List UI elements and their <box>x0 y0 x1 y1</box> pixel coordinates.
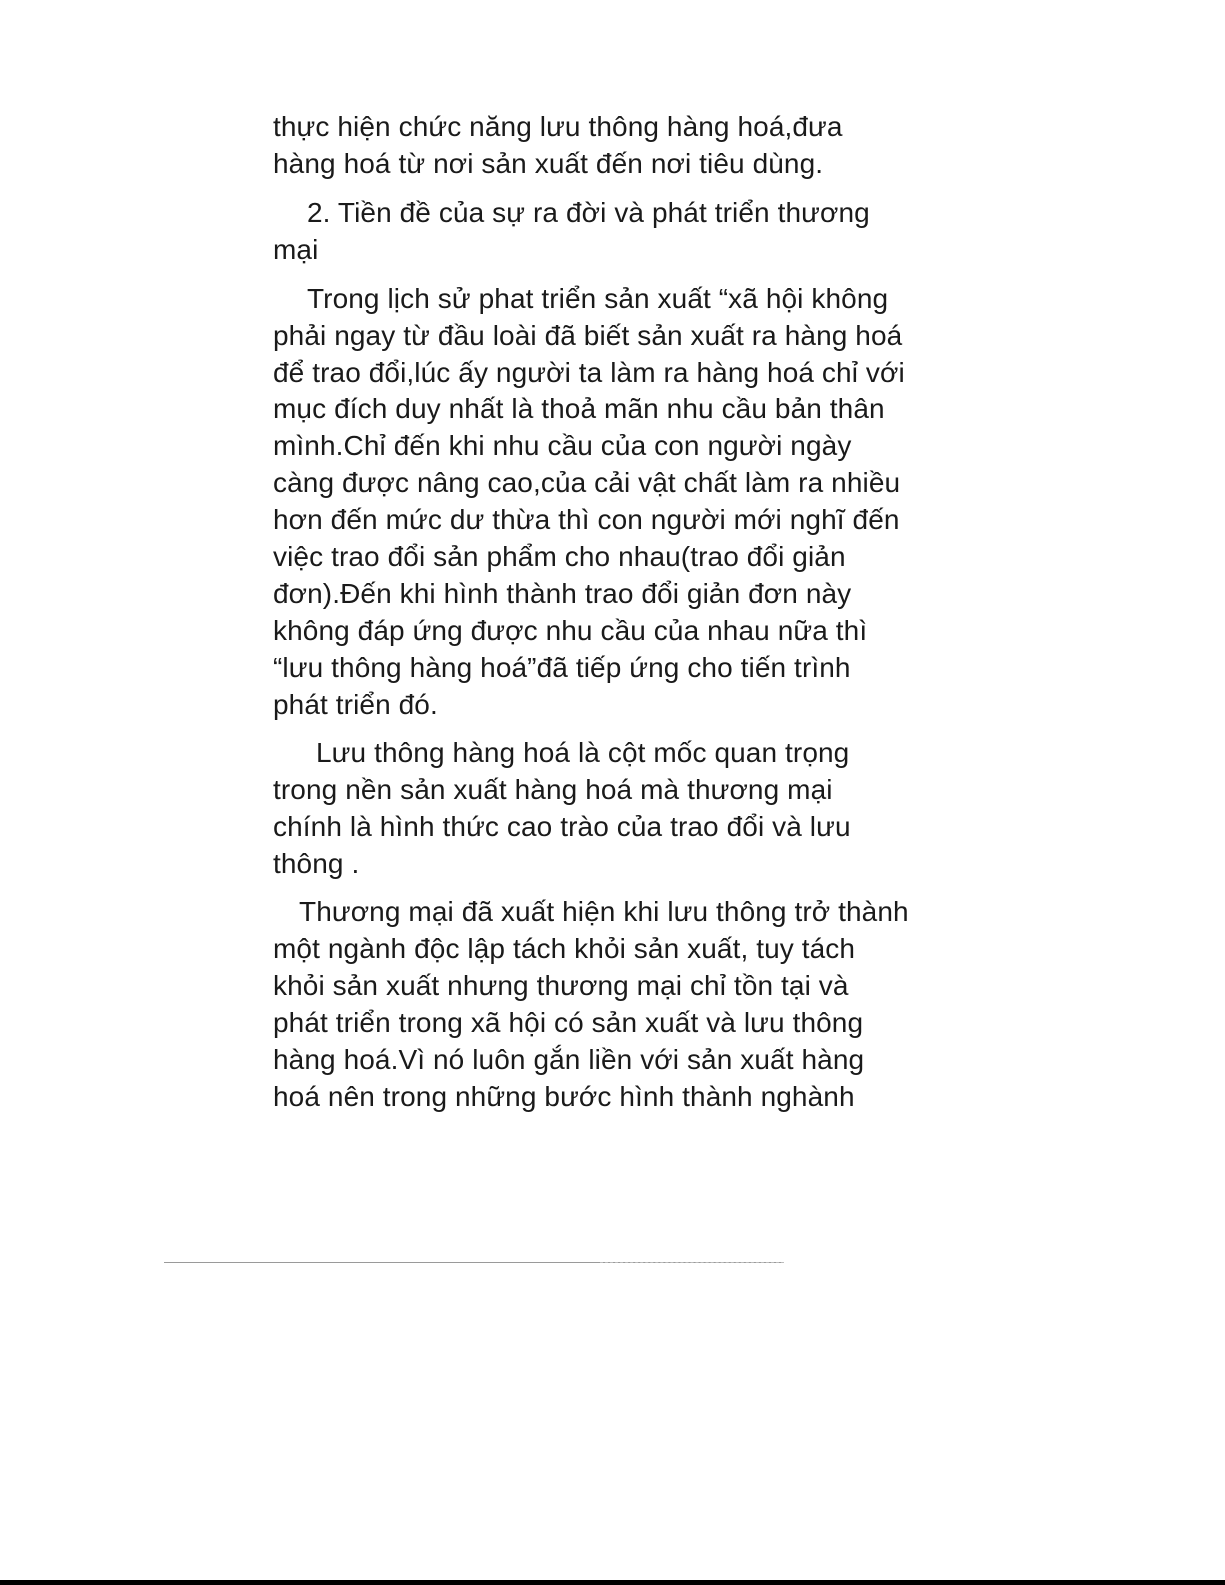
page-bottom-edge <box>0 1580 1225 1585</box>
paragraph-4-line-2: một ngành độc lập tách khỏi sản xuất, tuy tách <box>273 933 856 964</box>
paragraph-2-line-1: Trong lịch sử phat triển sản xuất “xã hội không <box>307 283 889 314</box>
paragraph-3-line-1: Lưu thông hàng hoá là cột mốc quan trọng <box>316 737 850 768</box>
paragraph-2-line-3: để trao đổi,lúc ấy người ta làm ra hàng hoá chỉ với <box>273 357 905 388</box>
paragraph-2-line-11: “lưu thông hàng hoá”đã tiếp ứng cho tiến trình <box>273 652 851 683</box>
paragraph-4-line-5: hàng hoá.Vì nó luôn gắn liền với sản xuất hàng <box>273 1044 865 1075</box>
paragraph-2-line-7: hơn đến mức dư thừa thì con người mới nghĩ đến <box>273 504 900 535</box>
footnote-separator-faint <box>600 1262 784 1263</box>
paragraph-4-line-3: khỏi sản xuất nhưng thương mại chỉ tồn tại và <box>273 970 849 1001</box>
paragraph-1-line-1: thực hiện chức năng lưu thông hàng hoá,đưa <box>273 111 843 142</box>
paragraph-2-line-2: phải ngay từ đầu loài đã biết sản xuất ra hàng hoá <box>273 320 903 351</box>
paragraph-1-line-2: hàng hoá từ nơi sản xuất đến nơi tiêu dùng. <box>273 148 824 179</box>
paragraph-3-line-4: thông . <box>273 848 360 879</box>
paragraph-4-line-1: Thương mại đã xuất hiện khi lưu thông trở thành <box>299 896 909 927</box>
paragraph-2-line-5: mình.Chỉ đến khi nhu cầu của con người ngày <box>273 430 852 461</box>
paragraph-2-line-4: mục đích duy nhất là thoả mãn nhu cầu bản thân <box>273 393 885 424</box>
paragraph-2-line-8: việc trao đổi sản phẩm cho nhau(trao đổi giản <box>273 541 846 572</box>
section-heading-line-1: 2. Tiền đề của sự ra đời và phát triển thương <box>307 197 870 228</box>
paragraph-4-line-4: phát triển trong xã hội có sản xuất và lưu thông <box>273 1007 864 1038</box>
paragraph-2-line-6: càng được nâng cao,của cải vật chất làm ra nhiều <box>273 467 901 498</box>
section-heading-line-2: mại <box>273 234 319 265</box>
paragraph-3-line-2: trong nền sản xuất hàng hoá mà thương mại <box>273 774 833 805</box>
paragraph-2-line-10: không đáp ứng được nhu cầu của nhau nữa thì <box>273 615 868 646</box>
paragraph-4-line-6: hoá nên trong những bước hình thành nghành <box>273 1081 855 1112</box>
paragraph-3-line-3: chính là hình thức cao trào của trao đổi và lưu <box>273 811 851 842</box>
paragraph-2-line-9: đơn).Đến khi hình thành trao đổi giản đơn này <box>273 578 852 609</box>
paragraph-2-line-12: phát triển đó. <box>273 689 438 720</box>
